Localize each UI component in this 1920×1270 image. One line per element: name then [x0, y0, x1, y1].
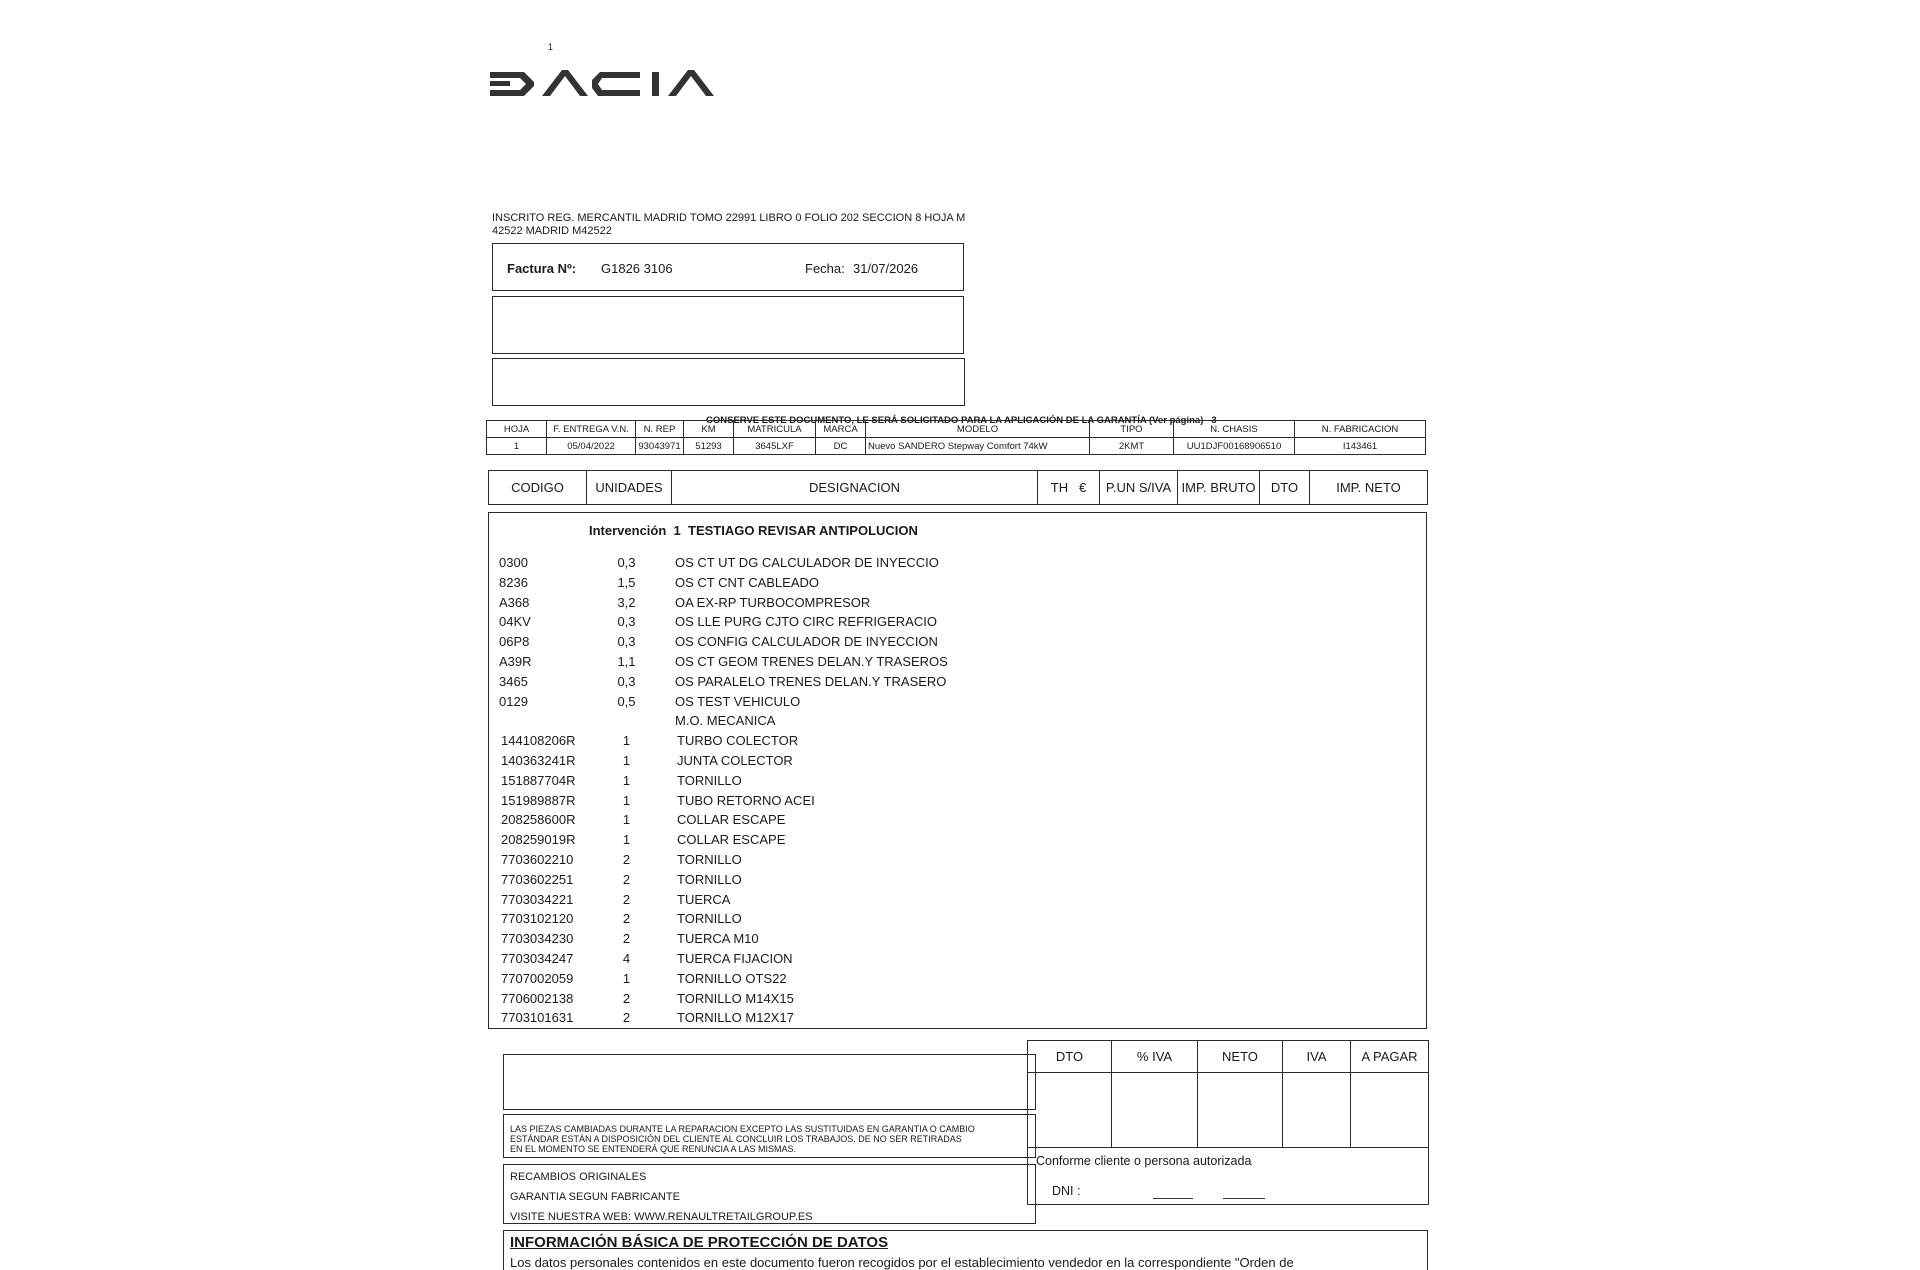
- vehicle-header-cell: MARCA: [816, 421, 866, 438]
- line-desc: COLLAR ESCAPE: [677, 812, 786, 828]
- line-code: 208259019R: [501, 832, 576, 848]
- line-desc: COLLAR ESCAPE: [677, 832, 786, 848]
- line-desc: JUNTA COLECTOR: [677, 753, 793, 768]
- line-qty: 1: [622, 812, 631, 828]
- intervention-number: 1: [673, 523, 681, 538]
- line-code: A368: [499, 594, 530, 610]
- warranty-page-ref: 3: [1211, 415, 1217, 426]
- parts-notice-line-3: EN EL MOMENTO SE ENTENDERÁ QUE RENUNCIA A LAS MISMAS.: [510, 1144, 797, 1154]
- line-qty: 1: [622, 792, 631, 808]
- line-code: 151989887R: [501, 792, 576, 808]
- dni-line: [1153, 1198, 1193, 1199]
- line-code: 7703101631: [501, 1010, 574, 1026]
- data-protection-box: [503, 1230, 1428, 1270]
- line-desc: TORNILLO M12X17: [677, 1010, 794, 1026]
- col-imp-bruto: IMP. BRUTO: [1178, 471, 1260, 505]
- totals-header-a-pagar: A PAGAR: [1351, 1041, 1429, 1073]
- line-code: 8236: [499, 574, 528, 590]
- line-desc: OS TEST VEHICULO: [675, 693, 801, 709]
- line-qty: 0,3: [617, 614, 636, 630]
- line-qty: 1,1: [617, 654, 636, 669]
- line-code: 7703602210: [501, 852, 574, 867]
- line-desc: TORNILLO M14X15: [677, 990, 794, 1006]
- line-desc: OA EX-RP TURBOCOMPRESOR: [675, 594, 871, 610]
- vehicle-value-cell: 1: [487, 438, 547, 455]
- line-qty: 2: [622, 1010, 631, 1026]
- line-code: 0129: [499, 693, 528, 709]
- totals-value-cell: [1283, 1073, 1351, 1148]
- line-qty: 1,5: [617, 574, 636, 590]
- lines-header-table: [488, 470, 1428, 505]
- line-code: 208258600R: [501, 812, 576, 828]
- col-codigo: CODIGO: [489, 471, 587, 505]
- col-dto: DTO: [1260, 471, 1310, 505]
- vehicle-value-cell: I143461: [1295, 438, 1426, 455]
- vehicle-header-cell: TIPO: [1090, 421, 1174, 438]
- line-qty: 2: [622, 911, 631, 927]
- line-code: 06P8: [499, 634, 530, 650]
- line-code: 7703034230: [501, 931, 574, 947]
- line-code: 04KV: [499, 614, 531, 630]
- invoice-header-box: [492, 243, 964, 291]
- logo-text: DACIA: [490, 64, 494, 65]
- line-desc: TUBO RETORNO ACEI: [677, 792, 815, 808]
- invoice-number: G1826 3106: [601, 261, 673, 276]
- line-code: 140363241R: [501, 753, 576, 768]
- line-code: 7706002138: [501, 990, 574, 1006]
- col-currency: €: [1078, 480, 1087, 495]
- dni-label: DNI :: [1052, 1184, 1081, 1198]
- intervention-label: Intervención: [589, 523, 667, 538]
- totals-header-iva-pct: % IVA: [1112, 1041, 1198, 1073]
- line-desc: TORNILLO: [677, 852, 742, 867]
- col-pun: P.UN S/IVA: [1100, 471, 1178, 505]
- vehicle-header-cell: KM: [684, 421, 734, 438]
- line-desc: OS CT GEOM TRENES DELAN.Y TRASEROS: [675, 654, 948, 669]
- registry-line-1: INSCRITO REG. MERCANTIL MADRID TOMO 22991 LIBRO 0 FOLIO 202 SECCION 8 HOJA M: [492, 212, 966, 224]
- line-qty: 3,2: [617, 594, 636, 610]
- address-box: [492, 358, 965, 406]
- line-qty: 1: [622, 832, 631, 848]
- vehicle-value-cell: 93043971: [636, 438, 684, 455]
- line-desc: TORNILLO: [677, 871, 742, 887]
- line-qty: 1: [622, 733, 631, 749]
- totals-value-cell: [1112, 1073, 1198, 1148]
- line-desc: TUERCA FIJACION: [677, 951, 793, 966]
- vehicle-value-cell: UU1DJF00168906510: [1174, 438, 1295, 455]
- line-code: 7703034221: [501, 891, 574, 907]
- line-code: 7703034247: [501, 951, 574, 966]
- line-qty: 0,3: [617, 634, 636, 650]
- line-code: 151887704R: [501, 772, 576, 788]
- line-desc: OS PARALELO TRENES DELAN.Y TRASERO: [675, 673, 947, 689]
- vehicle-value-cell: 51293: [684, 438, 734, 455]
- vehicle-value-cell: DC: [816, 438, 866, 455]
- line-qty: 1: [622, 970, 631, 986]
- col-imp-neto: IMP. NETO: [1310, 471, 1428, 505]
- line-desc: TUERCA: [677, 891, 731, 907]
- data-protection-text: Los datos personales contenidos en este documento fueron recogidos por el establecimiento vendedor en la correspondiente "Orden de: [510, 1255, 1294, 1270]
- vehicle-header-cell: N. REP: [636, 421, 684, 438]
- signature-cell: [1028, 1148, 1429, 1205]
- intervention-heading: [589, 523, 918, 538]
- remarks-box: [503, 1054, 1036, 1110]
- vehicle-value-cell: 2KMT: [1090, 438, 1174, 455]
- invoice-date: 31/07/2026: [853, 261, 919, 276]
- vehicle-header-row: [487, 421, 1426, 438]
- line-code: 0300: [499, 555, 528, 570]
- line-desc: OS CT CNT CABLEADO: [675, 574, 819, 590]
- col-th-label: TH: [1050, 480, 1069, 495]
- line-qty: 0,3: [617, 555, 636, 570]
- line-qty: 2: [622, 990, 631, 1006]
- vehicle-value-row: [487, 438, 1426, 455]
- parts-notice-line-1: LAS PIEZAS CAMBIADAS DURANTE LA REPARACION EXCEPTO LAS SUSTITUIDAS EN GARANTIA O CAMBIO: [510, 1124, 975, 1134]
- totals-table: [1027, 1040, 1429, 1205]
- line-desc: TORNILLO: [677, 911, 742, 927]
- vehicle-header-cell: N. CHASIS: [1174, 421, 1295, 438]
- totals-value-cell: [1351, 1073, 1429, 1148]
- intervention-title: TESTIAGO REVISAR ANTIPOLUCION: [688, 523, 918, 538]
- vehicle-header-cell: MATRICULA: [734, 421, 816, 438]
- line-code: 3465: [499, 673, 528, 689]
- line-code: A39R: [499, 654, 532, 669]
- vehicle-value-cell: 05/04/2022: [547, 438, 636, 455]
- parts-notice-line-2: ESTÁNDAR ESTÁN A DISPOSICIÓN DEL CLIENTE AL CONCLUIR LOS TRABAJOS. DE NO SER RETIRADAS: [510, 1134, 962, 1144]
- line-desc: TORNILLO: [677, 772, 742, 788]
- customer-box: [492, 296, 964, 354]
- line-desc: OS CT UT DG CALCULADOR DE INYECCIO: [675, 555, 939, 570]
- totals-header-iva: IVA: [1283, 1041, 1351, 1073]
- dacia-logo: [490, 64, 730, 102]
- line-qty: 0,3: [617, 673, 636, 689]
- line-code: 7703102120: [501, 911, 574, 927]
- line-qty: 4: [622, 951, 631, 966]
- line-qty: 2: [622, 931, 631, 947]
- footer-info-line-3: VISITE NUESTRA WEB: WWW.RENAULTRETAILGROUP.ES: [510, 1211, 813, 1223]
- col-designacion: DESIGNACION: [672, 471, 1038, 505]
- vehicle-header-cell: MODELO: [866, 421, 1090, 438]
- data-protection-title: INFORMACIÓN BÁSICA DE PROTECCIÓN DE DATOS: [510, 1234, 889, 1251]
- totals-value-cell: [1198, 1073, 1283, 1148]
- col-th: [1038, 471, 1100, 505]
- signature-label: Conforme cliente o persona autorizada: [1036, 1154, 1252, 1168]
- line-code: 7707002059: [501, 970, 574, 986]
- line-qty: 1: [622, 753, 631, 768]
- vehicle-header-cell: HOJA: [487, 421, 547, 438]
- line-qty: 0,5: [617, 693, 636, 709]
- vehicle-value-cell: Nuevo SANDERO Stepway Comfort 74kW: [866, 438, 1090, 455]
- line-qty: 2: [622, 871, 631, 887]
- line-code: 7703602251: [501, 871, 574, 887]
- line-code: 144108206R: [501, 733, 576, 749]
- totals-header-dto: DTO: [1028, 1041, 1112, 1073]
- line-qty: 1: [622, 772, 631, 788]
- vehicle-table: [486, 420, 1426, 455]
- line-desc: TURBO COLECTOR: [677, 733, 799, 749]
- totals-header-neto: NETO: [1198, 1041, 1283, 1073]
- line-qty: 2: [622, 852, 631, 867]
- invoice-lines-box: [488, 512, 1427, 1029]
- line-desc: TORNILLO OTS22: [677, 970, 787, 986]
- invoice-number-label: Factura Nº:: [507, 261, 577, 276]
- line-desc: OS LLE PURG CJTO CIRC REFRIGERACIO: [675, 614, 937, 630]
- vehicle-header-cell: N. FABRICACION: [1295, 421, 1426, 438]
- line-qty: [609, 711, 644, 730]
- warranty-notice-text: CONSERVE ESTE DOCUMENTO, LE SERÁ SOLICITADO PARA LA APLICACIÓN DE LA GARANTÍA (Ver página): [706, 415, 1204, 426]
- footer-info-box: [503, 1164, 1036, 1224]
- dni-line: [1223, 1198, 1265, 1199]
- footer-info-line-2: GARANTIA SEGUN FABRICANTE: [510, 1191, 680, 1203]
- line-desc: TUERCA M10: [677, 931, 759, 947]
- registry-line-2: 42522 MADRID M42522: [492, 225, 612, 237]
- col-unidades: UNIDADES: [587, 471, 672, 505]
- line-desc: OS CONFIG CALCULADOR DE INYECCION: [675, 634, 938, 650]
- line-desc: M.O. MECANICA: [675, 713, 776, 729]
- vehicle-value-cell: 3645LXF: [734, 438, 816, 455]
- parts-notice-box: [503, 1114, 1036, 1158]
- line-qty: 2: [622, 891, 631, 907]
- invoice-date-label: Fecha:: [805, 261, 845, 276]
- totals-value-cell: [1028, 1073, 1112, 1148]
- footer-info-line-1: RECAMBIOS ORIGINALES: [510, 1171, 647, 1183]
- vehicle-header-cell: F. ENTREGA V.N.: [547, 421, 636, 438]
